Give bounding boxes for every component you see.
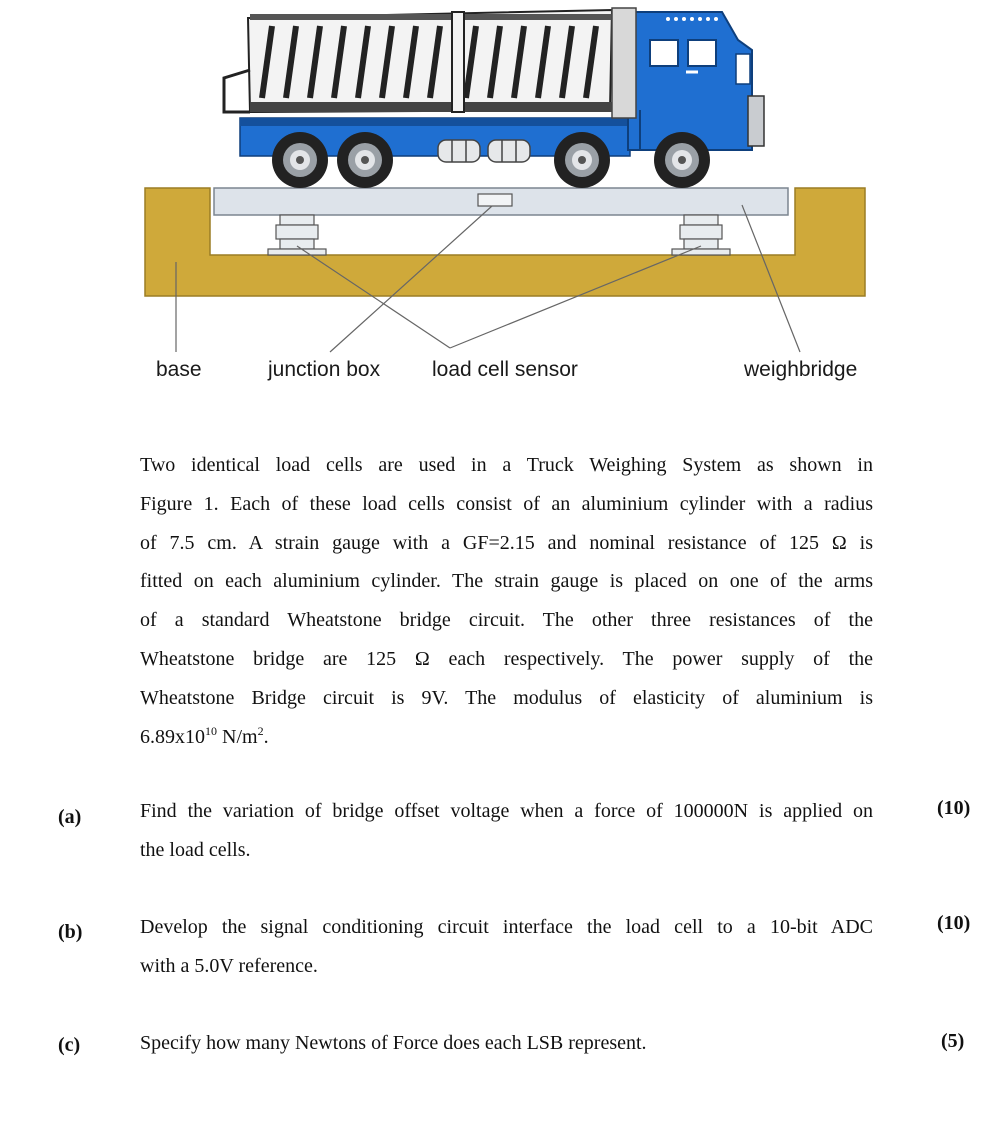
question-text: [140, 792, 873, 869]
junction-box: [478, 194, 512, 206]
modulus-unit: N/m: [217, 725, 258, 748]
question-line: with a 5.0V reference.: [140, 954, 318, 977]
modulus-value-line: [140, 718, 873, 757]
dump-body: [224, 10, 612, 112]
label-junction-box: junction box: [268, 358, 381, 381]
question-text: [140, 908, 873, 985]
wheel: [554, 132, 610, 188]
question-letter: (c): [58, 1034, 81, 1056]
truck-cab: [612, 8, 764, 150]
question-letter: (a): [58, 806, 82, 828]
modulus-exponent: 10: [205, 723, 217, 738]
question-line: Specify how many Newtons of Force does each LSB represent.: [140, 1032, 647, 1054]
question-line: Find the variation of bridge offset voltage when a force of 100000N is applied on: [140, 800, 873, 822]
modulus-unit-exponent: 2: [257, 723, 264, 738]
question-text: [140, 1024, 873, 1063]
modulus-base: 6.89x10: [140, 725, 205, 748]
problem-description: [140, 446, 873, 756]
question-letter: (b): [58, 921, 83, 943]
modulus-end: .: [263, 725, 269, 748]
label-load-cell-sensor: load cell sensor: [432, 358, 578, 381]
question-marks: (10): [937, 912, 971, 934]
paragraph-line: fitted on each aluminium cylinder. The strain gauge is placed on one of the arms: [140, 570, 873, 593]
question-line: the load cells.: [140, 838, 251, 861]
question-marks: (10): [937, 797, 971, 819]
load-cell-right: [672, 215, 730, 255]
paragraph-line: Wheatstone bridge are 125 Ω each respectively. The power supply of the: [140, 647, 873, 670]
question-marks: (5): [941, 1030, 965, 1052]
wheel: [654, 132, 710, 188]
load-cell-left: [268, 215, 326, 255]
paragraph-line: Wheatstone Bridge circuit is 9V. The modulus of elasticity of aluminium is: [140, 686, 873, 709]
label-weighbridge: weighbridge: [744, 358, 858, 381]
wheel: [272, 132, 328, 188]
question-line: Develop the signal conditioning circuit interface the load cell to a 10-bit ADC: [140, 916, 873, 938]
weighbridge-illustration: [0, 0, 1006, 400]
paragraph-line: Figure 1. Each of these load cells consist of an aluminium cylinder with a radius: [140, 492, 873, 515]
label-base: base: [156, 358, 202, 381]
paragraph-line: Two identical load cells are used in a Truck Weighing System as shown in: [140, 454, 873, 476]
paragraph-line: of a standard Wheatstone bridge circuit. The other three resistances of the: [140, 609, 873, 632]
truck-weighing-figure: [0, 0, 1006, 405]
paragraph-line: of 7.5 cm. A strain gauge with a GF=2.15 and nominal resistance of 125 Ω is: [140, 531, 873, 554]
wheel: [337, 132, 393, 188]
